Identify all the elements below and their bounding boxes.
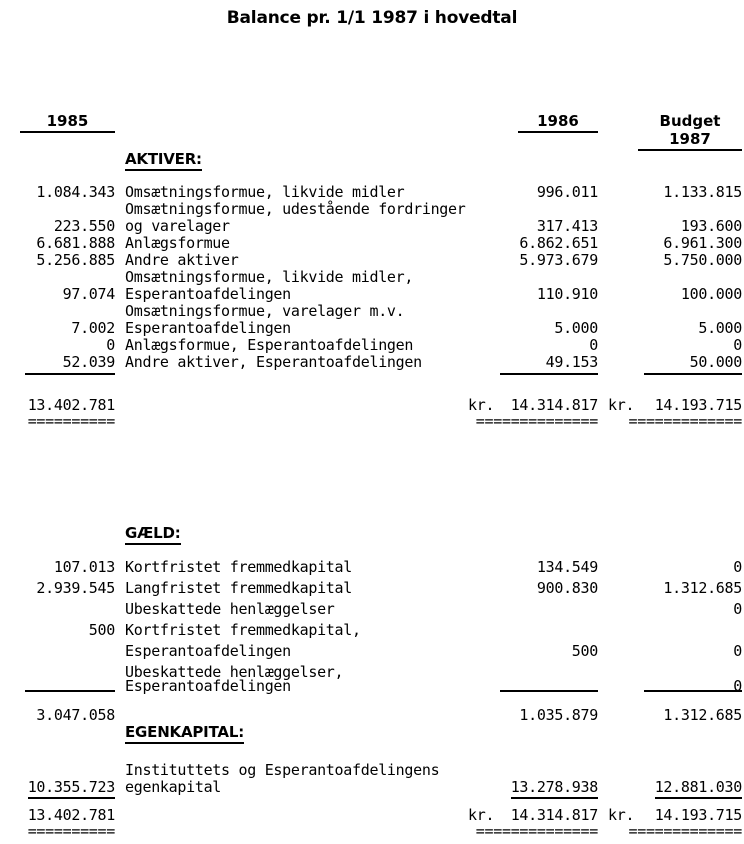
table-cell-1985: 5.256.885 xyxy=(36,251,115,269)
subtotal-rule-1986 xyxy=(500,373,598,375)
double-rule-1986: ============== xyxy=(475,412,598,430)
gaeld-subtotal-rule-budget xyxy=(644,690,742,692)
table-cell-1986: 5.000 xyxy=(554,319,598,337)
gaeld-subtotal-1985: 3.047.058 xyxy=(36,706,115,724)
table-cell-budget: 1.133.815 xyxy=(663,183,742,201)
table-row-label: Esperantoafdelingen xyxy=(125,642,291,660)
currency-prefix-budget: kr. xyxy=(608,806,635,824)
table-cell-budget: 1.312.685 xyxy=(663,579,742,597)
grand-total-amount-budget: 14.193.715 xyxy=(654,806,742,824)
table-cell-budget: 0 xyxy=(733,336,742,354)
table-row-label: Omsætningsformue, udestående fordringer xyxy=(125,200,466,218)
section-heading-gaeld xyxy=(125,524,181,542)
table-cell-1985: 97.074 xyxy=(62,285,115,303)
subtotal-rule-1985 xyxy=(25,373,115,375)
table-row-label: og varelager xyxy=(125,217,230,235)
table-row-label: Esperantoafdelingen xyxy=(125,285,291,303)
double-rule-1985: ========== xyxy=(27,412,115,430)
column-header-1986: 1986 xyxy=(518,112,598,133)
table-cell-1986: 996.011 xyxy=(536,183,598,201)
table-cell-1985: 1.084.343 xyxy=(36,183,115,201)
grand-double-rule-budget: ============= xyxy=(628,822,742,840)
table-cell-1986: 500 xyxy=(571,642,598,660)
table-cell-budget: 100.000 xyxy=(680,285,742,303)
table-cell-1986: 5.973.679 xyxy=(519,251,598,269)
table-cell-1985: 107.013 xyxy=(53,558,115,576)
table-cell-1986: 0 xyxy=(589,336,598,354)
table-cell-1986: 134.549 xyxy=(536,558,598,576)
total-value-1985: 13.402.781 xyxy=(27,396,115,414)
egenkapital-label-line2: egenkapital xyxy=(125,778,222,796)
table-cell-1985: 2.939.545 xyxy=(36,579,115,597)
egenkapital-value-1985 xyxy=(0,778,115,799)
table-cell-1986: 6.862.651 xyxy=(519,234,598,252)
total-amount-1986: 14.314.817 xyxy=(510,396,598,414)
table-row-label: Anlægsformue, Esperantoafdelingen xyxy=(125,336,414,354)
table-cell-budget: 0 xyxy=(733,642,742,660)
table-row-label: Kortfristet fremmedkapital, xyxy=(125,621,361,639)
table-cell-1985: 500 xyxy=(88,621,115,639)
egenkapital-label-line1: Instituttets og Esperantoafdelingens xyxy=(125,761,440,779)
table-cell-budget: 5.750.000 xyxy=(663,251,742,269)
double-rule-budget: ============= xyxy=(628,412,742,430)
table-cell-budget: 6.961.300 xyxy=(663,234,742,252)
table-row-label: Langfristet fremmedkapital xyxy=(125,579,353,597)
section-heading-egenkapital-text: EGENKAPITAL: xyxy=(125,723,244,744)
table-row-label: Esperantoafdelingen xyxy=(125,677,291,695)
gaeld-subtotal-1986: 1.035.879 xyxy=(519,706,598,724)
table-row-label: Kortfristet fremmedkapital xyxy=(125,558,353,576)
table-cell-budget: 50.000 xyxy=(689,353,742,371)
section-heading-aktiver-text: AKTIVER: xyxy=(125,150,202,171)
table-cell-budget: 193.600 xyxy=(680,217,742,235)
grand-double-rule-1986: ============== xyxy=(475,822,598,840)
table-cell-budget: 0 xyxy=(733,558,742,576)
table-cell-budget: 0 xyxy=(733,600,742,618)
currency-prefix-1986: kr. xyxy=(468,806,495,824)
table-row-label: Omsætningsformue, likvide midler, xyxy=(125,268,414,286)
table-cell-1985: 7.002 xyxy=(71,319,115,337)
grand-total-amount-1986: 14.314.817 xyxy=(510,806,598,824)
table-cell-budget: 0 xyxy=(733,677,742,695)
section-heading-aktiver xyxy=(125,150,202,168)
table-cell-budget: 5.000 xyxy=(698,319,742,337)
currency-prefix-budget: kr. xyxy=(608,396,635,414)
table-cell-1986: 900.830 xyxy=(536,579,598,597)
grand-total-1985: 13.402.781 xyxy=(27,806,115,824)
grand-double-rule-1985: ========== xyxy=(27,822,115,840)
table-cell-1986: 317.413 xyxy=(536,217,598,235)
egenkapital-amount-budget: 12.881.030 xyxy=(655,778,742,799)
table-cell-1985: 52.039 xyxy=(62,353,115,371)
column-header-budget-1987: Budget 1987 xyxy=(638,112,742,151)
total-amount-budget: 14.193.715 xyxy=(654,396,742,414)
table-cell-1985: 0 xyxy=(106,336,115,354)
section-heading-egenkapital xyxy=(125,723,244,741)
table-row-label: Ubeskattede henlæggelser, xyxy=(125,663,344,681)
subtotal-rule-budget xyxy=(644,373,742,375)
gaeld-subtotal-rule-1986 xyxy=(500,690,598,692)
table-cell-1985: 6.681.888 xyxy=(36,234,115,252)
section-heading-gaeld-text: GÆLD: xyxy=(125,524,181,545)
table-row-label: Andre aktiver xyxy=(125,251,239,269)
table-row-label: Omsætningsformue, varelager m.v. xyxy=(125,302,405,320)
table-row-label: Ubeskattede henlæggelser xyxy=(125,600,335,618)
egenkapital-value-budget xyxy=(562,778,742,799)
currency-prefix-1986: kr. xyxy=(468,396,495,414)
table-row-label: Anlægsformue xyxy=(125,234,230,252)
egenkapital-amount-1986: 13.278.938 xyxy=(511,778,598,799)
table-row-label: Andre aktiver, Esperantoafdelingen xyxy=(125,353,422,371)
column-header-1985: 1985 xyxy=(20,112,115,133)
table-cell-1986: 110.910 xyxy=(536,285,598,303)
gaeld-subtotal-budget: 1.312.685 xyxy=(663,706,742,724)
table-cell-1986: 49.153 xyxy=(545,353,598,371)
table-row-label: Esperantoafdelingen xyxy=(125,319,291,337)
table-cell-1985: 223.550 xyxy=(53,217,115,235)
egenkapital-amount-1985: 10.355.723 xyxy=(28,778,115,799)
gaeld-subtotal-rule-1985 xyxy=(25,690,115,692)
table-row-label: Omsætningsformue, likvide midler xyxy=(125,183,405,201)
page-title: Balance pr. 1/1 1987 i hovedtal xyxy=(226,8,518,28)
